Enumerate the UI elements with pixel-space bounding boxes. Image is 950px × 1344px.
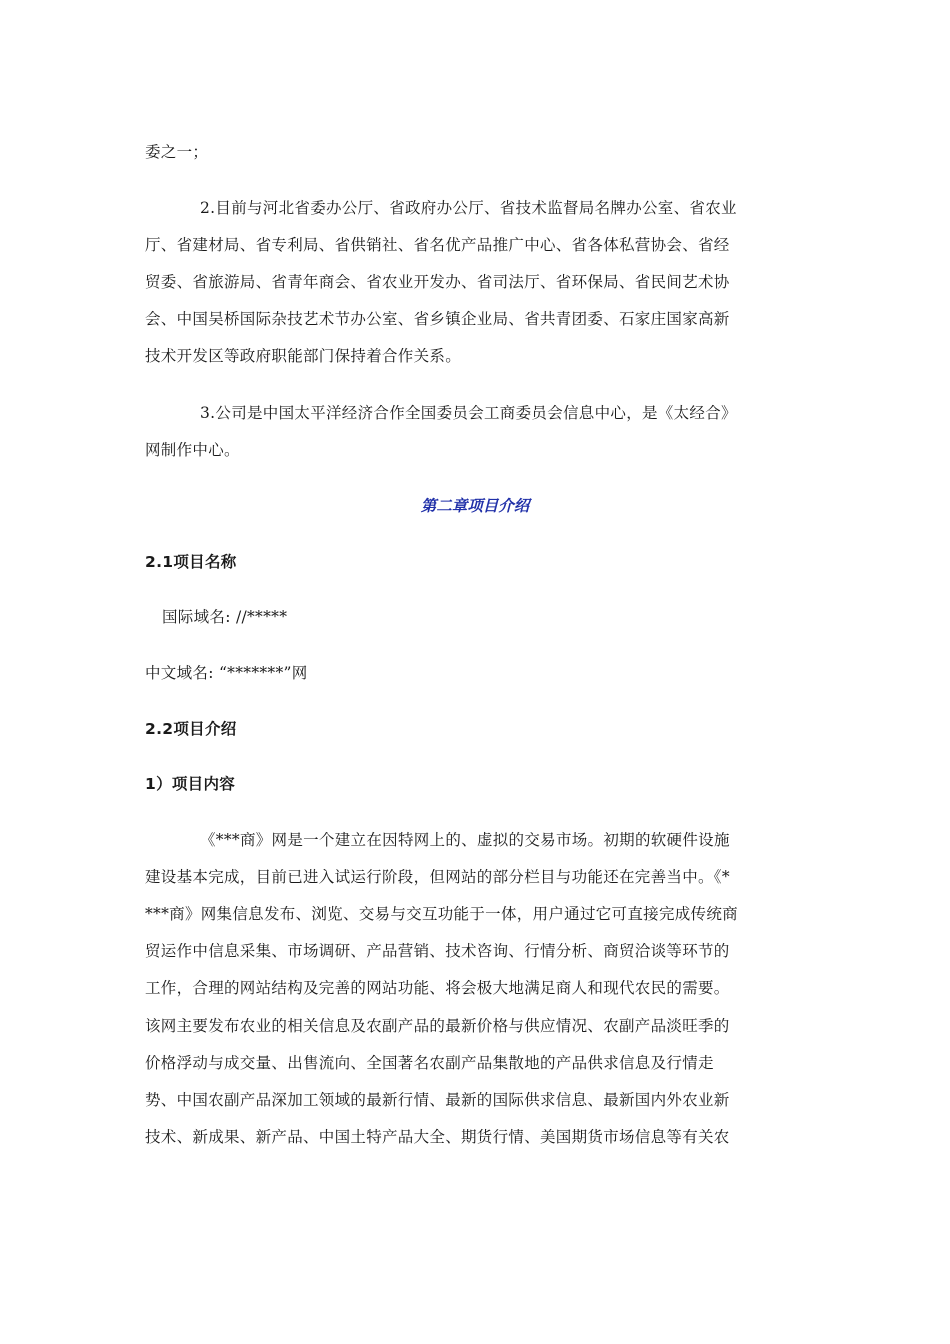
section-2-2-heading: 2.2项目介绍 bbox=[145, 720, 237, 738]
body-line: ***商》网集信息发布、浏览、交易与交互功能于一体，用户通过它可直接完成传统商 bbox=[145, 905, 738, 923]
continuation-line: 委之一； bbox=[145, 143, 209, 161]
body-line: 贸运作中信息采集、市场调研、产品营销、技术咨询、行情分析、商贸洽谈等环节的 bbox=[145, 942, 730, 960]
body-line: 该网主要发布农业的相关信息及农副产品的最新价格与供应情况、农副产品淡旺季的 bbox=[145, 1017, 730, 1035]
item3-line: 网制作中心。 bbox=[145, 441, 240, 459]
body-line: 《***商》网是一个建立在因特网上的、虚拟的交易市场。初期的软硬件设施 bbox=[200, 831, 730, 849]
body-line: 建设基本完成，目前已进入试运行阶段，但网站的部分栏目与功能还在完善当中。《* bbox=[145, 868, 730, 886]
item3-line: 3.公司是中国太平洋经济合作全国委员会工商委员会信息中心，是《太经合》 bbox=[200, 404, 737, 422]
body-line: 技术、新成果、新产品、中国土特产品大全、期货行情、美国期货市场信息等有关农 bbox=[145, 1128, 730, 1146]
item2-line: 厅、省建材局、省专利局、省供销社、省名优产品推广中心、省各体私营协会、省经 bbox=[145, 236, 730, 254]
section-2-1-heading: 2.1项目名称 bbox=[145, 553, 237, 571]
body-line: 工作，合理的网站结构及完善的网站功能、将会极大地满足商人和现代农民的需要。 bbox=[145, 979, 730, 997]
sub-heading-project-content: 1）项目内容 bbox=[145, 775, 236, 793]
item2-line: 2.目前与河北省委办公厅、省政府办公厅、省技术监督局名牌办公室、省农业 bbox=[200, 199, 737, 217]
item2-line: 技术开发区等政府职能部门保持着合作关系。 bbox=[145, 347, 462, 365]
item2-line: 会、中国吴桥国际杂技艺术节办公室、省乡镇企业局、省共青团委、石家庄国家高新 bbox=[145, 310, 730, 328]
cn-domain-line: 中文域名: “*******”网 bbox=[145, 664, 308, 682]
item2-line: 贸委、省旅游局、省青年商会、省农业开发办、省司法厅、省环保局、省民间艺术协 bbox=[145, 273, 730, 291]
chapter-title: 第二章项目介绍 bbox=[420, 497, 530, 515]
body-line: 价格浮动与成交量、出售流向、全国著名农副产品集散地的产品供求信息及行情走 bbox=[145, 1054, 714, 1072]
body-line: 势、中国农副产品深加工领域的最新行情、最新的国际供求信息、最新国内外农业新 bbox=[145, 1091, 730, 1109]
intl-domain-line: 国际域名: //***** bbox=[162, 608, 288, 626]
